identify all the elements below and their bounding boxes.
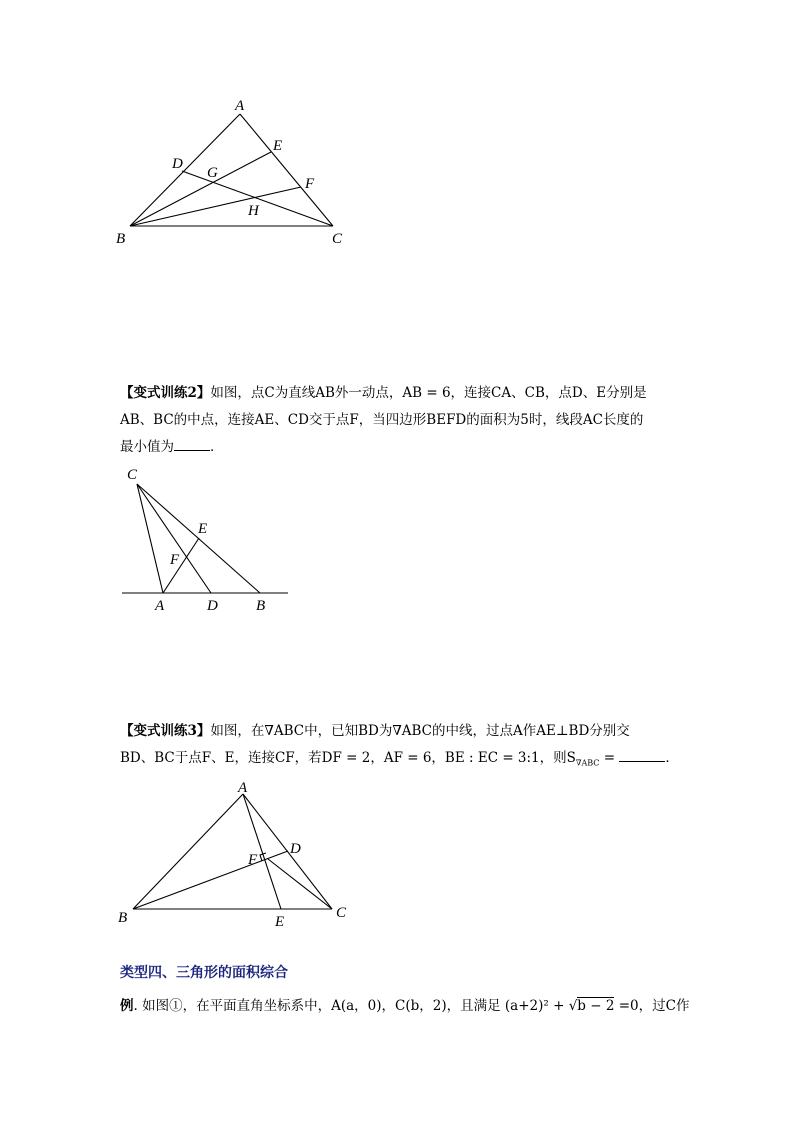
label-f: F [305, 176, 315, 192]
exercise-2-line-3-end: ． [210, 439, 224, 455]
exercise-2-line-1 [120, 380, 680, 407]
example-text [120, 993, 690, 1020]
exercise-2-line-1-text: 如图，点C为直线AB外一动点，AB = 6，连接CA、CB，点D、E分别是 [210, 385, 647, 401]
exercise-2-line-2: AB、BC的中点，连接AE、CD交于点F，当四边形BEFD的面积为5时，线段AC长度的 [120, 412, 644, 428]
example-text-2: =0，过C作 [614, 998, 690, 1014]
label-d: D [290, 841, 301, 857]
exercise-2-tag: 【变式训练2】 [120, 385, 211, 401]
label-f: F [170, 552, 180, 568]
exercise-2-line-3-text: 最小值为 [120, 439, 174, 455]
exercise-3-text [120, 718, 680, 777]
exercise-2-line-3 [120, 434, 680, 461]
label-a: A [238, 780, 248, 796]
section-heading: 类型四、三角形的面积综合 [120, 965, 288, 981]
label-c: C [332, 231, 343, 247]
exercise-2-text [120, 380, 680, 461]
sqrt-radicand: b − 2 [577, 998, 615, 1014]
example-text-1: . 如图①，在平面直角坐标系中，A(a，0)，C(b，2)，且满足 (a+2)² + [133, 998, 569, 1014]
figure-2-lines [122, 484, 288, 593]
exercise-3-line-2 [120, 745, 680, 777]
answer-blank-3 [619, 761, 665, 762]
figure-2-triangle [115, 460, 300, 615]
label-c: C [336, 905, 347, 921]
exercise-3-equals: = [599, 750, 620, 766]
sqrt-symbol: √ [568, 998, 578, 1014]
figure-3-triangle [110, 775, 360, 930]
label-e: E [198, 521, 208, 537]
answer-blank-2 [174, 450, 210, 451]
figure-3-lines [133, 794, 332, 909]
label-b: B [116, 231, 126, 247]
label-c: C [127, 467, 138, 483]
label-f: F [248, 852, 258, 868]
label-d: D [207, 598, 218, 614]
figure-1-triangle [110, 95, 360, 255]
label-e: E [275, 914, 285, 930]
exercise-3-line-1 [120, 718, 680, 745]
triangle-abc-lines [130, 114, 333, 226]
label-b: B [118, 910, 128, 926]
label-a: A [235, 98, 245, 114]
example-tag: 例 [120, 998, 134, 1014]
label-h: H [248, 203, 259, 219]
label-d: D [172, 156, 183, 172]
exercise-3-tag: 【变式训练3】 [120, 723, 211, 739]
label-e: E [273, 138, 283, 154]
exercise-3-line-2-end: ． [665, 750, 679, 766]
label-a: A [155, 598, 165, 614]
exercise-3-line-2-text: BD、BC于点F、E，连接CF，若DF = 2，AF = 6，BE : EC = 3:1，则S [120, 750, 576, 766]
exercise-3-line-1-text: 如图，在∇ABC中，已知BD为∇ABC的中线，过点A作AE⊥BD分别交 [210, 723, 630, 739]
label-g: G [207, 165, 218, 181]
area-subscript: ∇ABC [575, 758, 600, 768]
example-line [120, 993, 690, 1020]
label-b: B [256, 598, 266, 614]
